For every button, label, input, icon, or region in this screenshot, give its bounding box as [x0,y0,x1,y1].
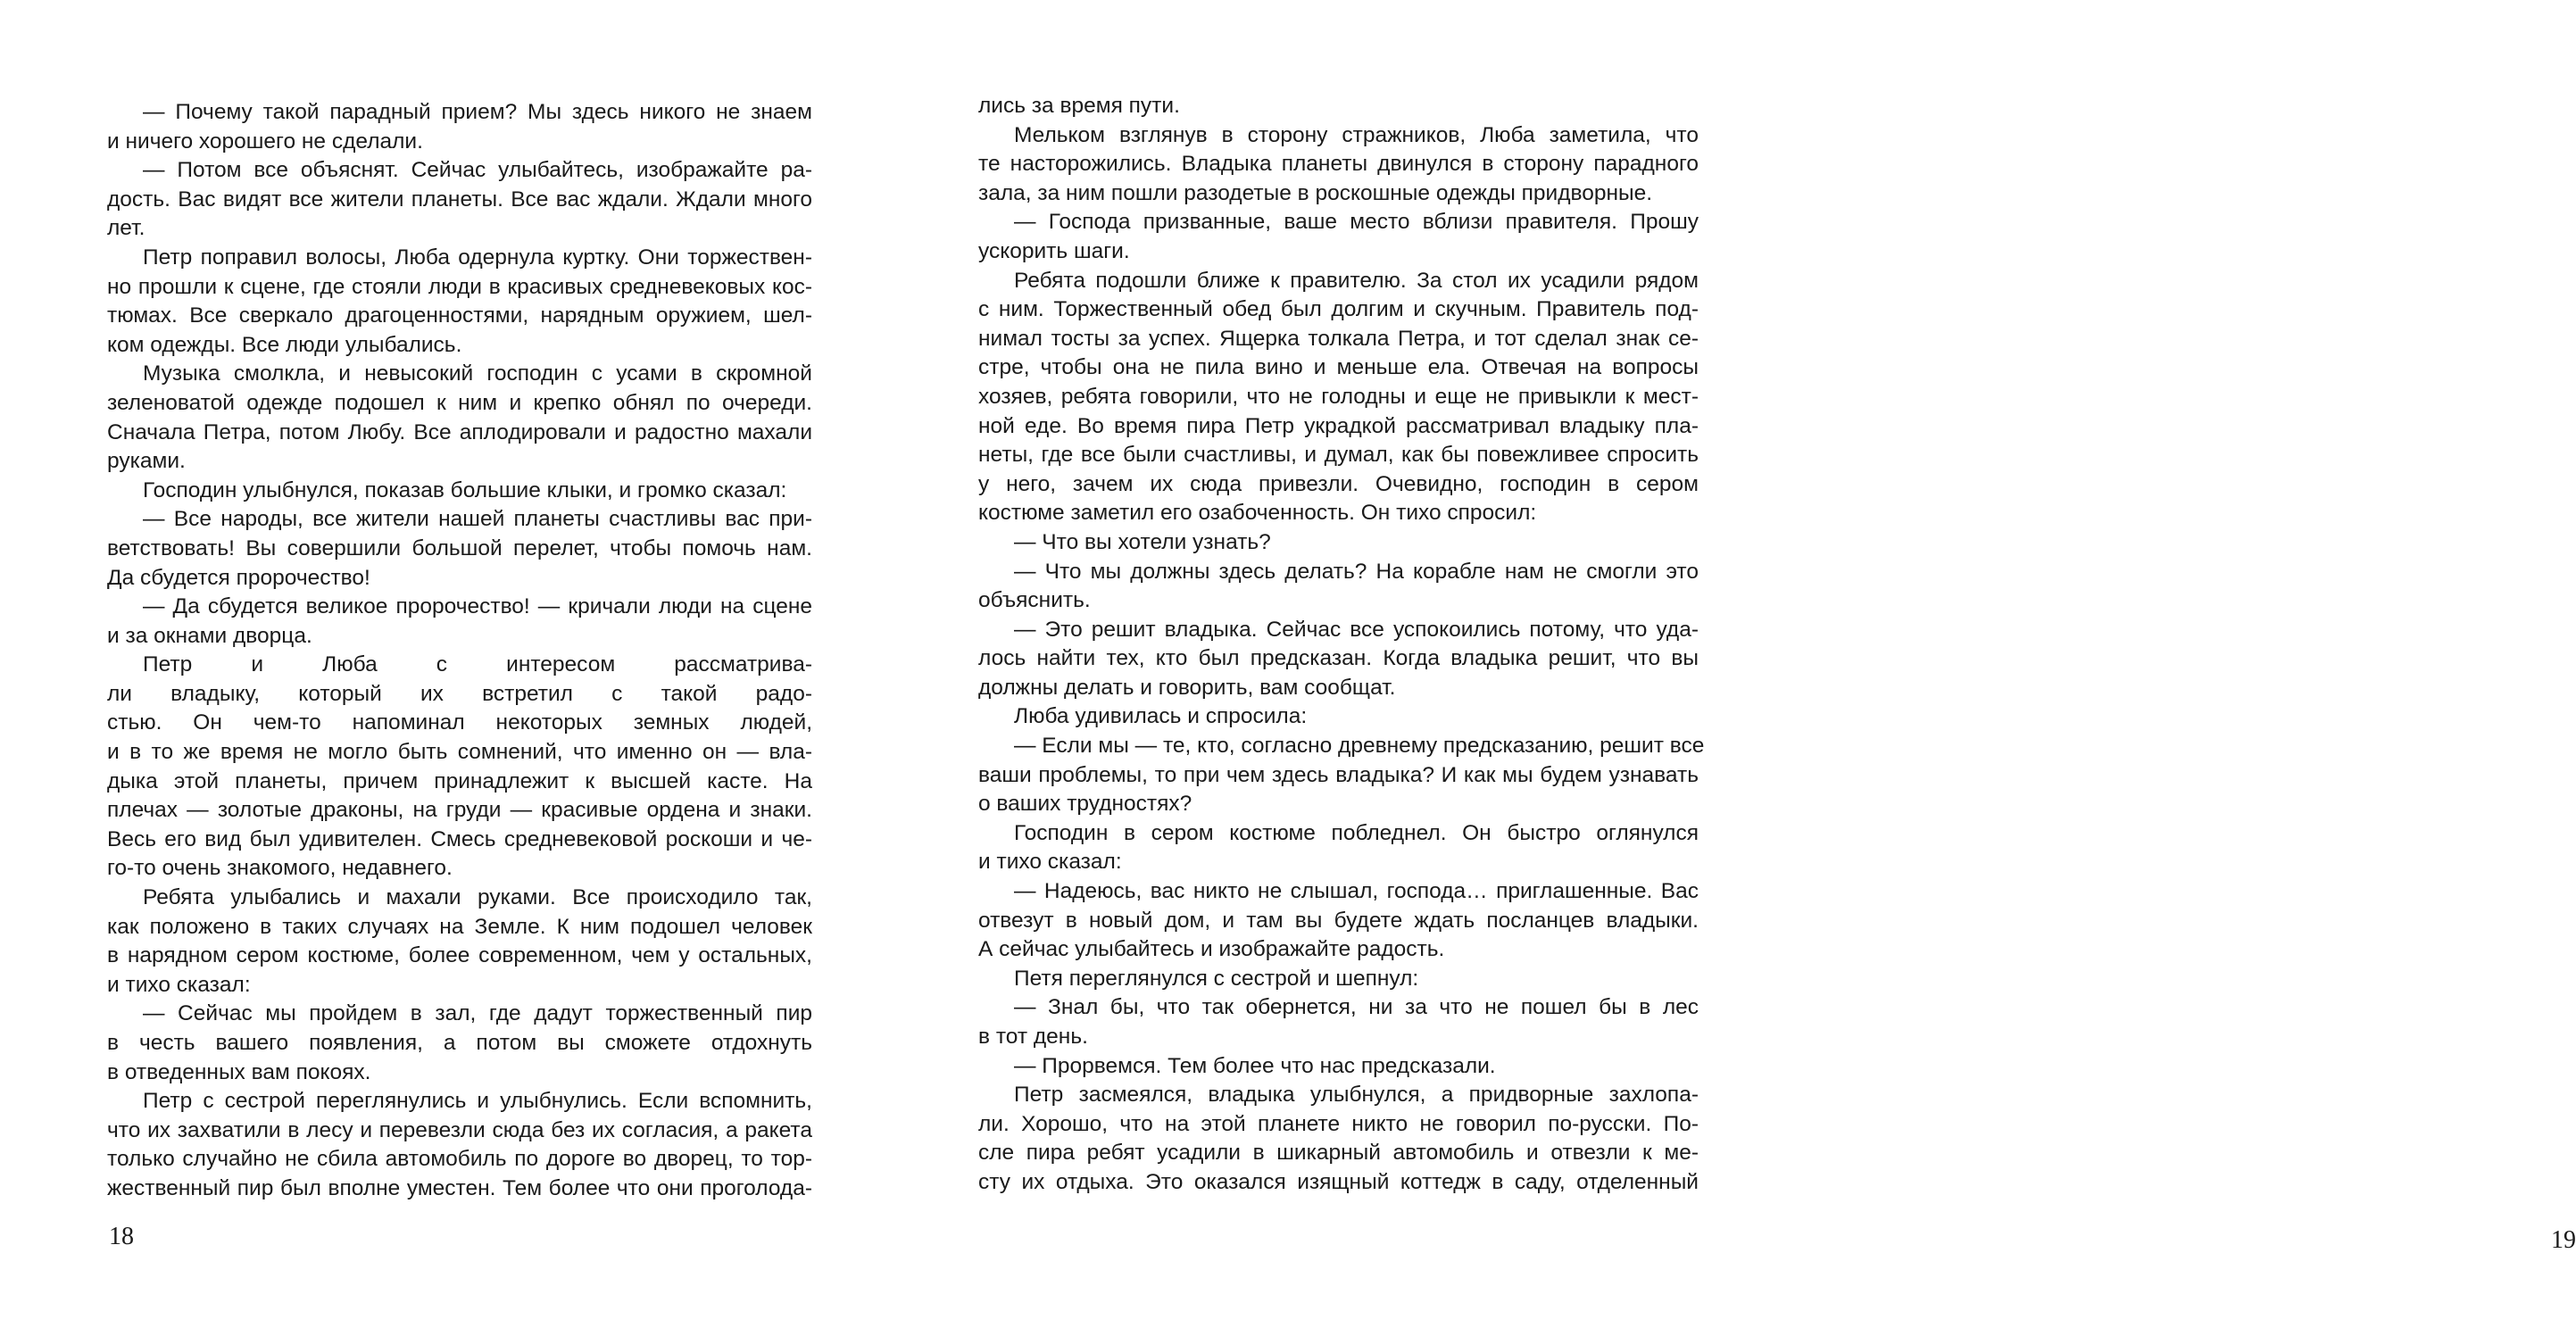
text-line: — Все народы, все жители нашей планеты счастливы вас при- [143,507,812,532]
text-line: только случайно не сбила автомобиль по дороге во дворец, то тор- [107,1147,812,1172]
text-line: ваши проблемы, то при чем здесь владыка? И как мы будем узнавать [978,762,1699,787]
text-line: Господин в сером костюме побледнел. Он быстро оглянулся [1014,820,1699,845]
text-line: костюме заметил его озабоченность. Он тихо спросил: [978,501,1537,526]
text-line: и в то же время не могло быть сомнений, что именно он — вла- [107,740,812,765]
text-line: и ничего хорошего не сделали. [107,129,423,154]
text-line: — Господа призванные, ваше место вблизи правителя. Прошу [1014,210,1699,235]
text-line: Ребята подошли ближе к правителю. За стол их усадили рядом [1014,268,1699,293]
left-page-number: 18 [109,1223,134,1250]
text-line: Весь его вид был удивителен. Смесь средневековой роскоши и че- [107,826,812,851]
text-line: ускорить шаги. [978,238,1130,263]
text-line: — Потом все объяснят. Сейчас улыбайтесь, изображайте ра- [143,158,812,183]
text-line: Господин улыбнулся, показав большие клыки, и громко сказал: [143,477,787,502]
text-line: лось найти тех, кто был предсказан. Когда владыка решит, что вы [978,646,1699,671]
right-page [893,0,2576,1328]
left-page-text [107,98,812,1204]
text-line: в тот день. [978,1025,1088,1049]
right-page-number: 19 [2551,1226,2576,1254]
text-line: Да сбудется пророчество! [107,565,370,590]
text-line: зала, за ним пошли разодетые в роскошные одежды придворные. [978,180,1653,205]
text-line: о ваших трудностях? [978,792,1192,817]
text-line: объяснить. [978,588,1091,613]
text-line: — Надеюсь, вас никто не слышал, господа… приглашенные. Вас [1014,879,1699,904]
text-line: дыка этой планеты, причем принадлежит к высшей касте. На [107,768,812,793]
text-line: с ним. Торжественный обед был долгим и скучным. Правитель под- [978,297,1699,322]
text-line: что их захватили в лесу и перевезли сюда без их согласия, а ракета [107,1117,812,1142]
text-line: отвезут в новый дом, и там вы будете ждать посланцев владыки. [978,908,1699,933]
text-line: Петр поправил волосы, Люба одернула куртку. Они торжествен- [143,245,812,270]
text-line: Мельком взглянув в сторону стражников, Люба заметила, что [1014,122,1699,147]
text-line: неты, где все были счастливы, и думал, как бы повежливее спросить [978,443,1699,468]
text-line: Петр засмеялся, владыка улыбнулся, а придворные захлопа- [1014,1083,1699,1108]
text-line: в честь вашего появления, а потом вы сможете отдохнуть [107,1031,812,1055]
text-line: жественный пир был вполне уместен. Тем более что они проголода- [107,1175,812,1200]
text-line: как положено в таких случаях на Земле. К ним подошел человек [107,914,812,939]
text-line: Сначала Петра, потом Любу. Все аплодировали и радостно махали [107,419,812,444]
text-line: сту их отдыха. Это оказался изящный коттедж в саду, отделенный [978,1169,1699,1194]
text-line: Петр и Люба с интересом рассматрива- [143,652,812,677]
text-line: ли. Хорошо, что на этой планете никто не говорил по-русски. По- [978,1111,1699,1136]
text-line: руками. [107,449,186,474]
text-line: — Что мы должны здесь делать? На корабле нам не смогли это [1014,559,1699,584]
text-line: Петр с сестрой переглянулись и улыбнулись. Если вспомнить, [143,1089,812,1114]
text-line: те насторожились. Владыка планеты двинулся в сторону парадного [978,152,1699,177]
text-line: лет. [107,216,145,241]
text-line: — Что вы хотели узнать? [1014,529,1271,554]
text-line: — Знал бы, что так обернется, ни за что не пошел бы в лес [1014,995,1699,1020]
text-line: стью. Он чем-то напоминал некоторых земных людей, [107,710,812,735]
text-line: — Да сбудется великое пророчество! — кричали люди на сцене [143,594,812,619]
right-page-text [978,92,1705,1198]
text-line: тюмах. Все сверкало драгоценностями, нарядным оружием, шел- [107,303,812,328]
text-line: и тихо сказал: [107,972,251,997]
text-line: — Сейчас мы пройдем в зал, где дадут торжественный пир [143,1001,812,1026]
text-line: нимал тосты за успех. Ящерка толкала Петра, и тот сделал знак се- [978,326,1699,351]
text-line: но прошли к сцене, где стояли люди в красивых средневековых кос- [107,274,812,299]
text-line: зеленоватой одежде подошел к ним и крепко обнял по очереди. [107,390,812,415]
text-line: Люба удивилась и спросила: [1014,704,1308,729]
text-line: лись за время пути. [978,94,1180,118]
text-line: в отведенных вам покоях. [107,1059,371,1084]
text-line: стре, чтобы она не пила вино и меньше ела. Отвечая на вопросы [978,355,1699,380]
text-line: хозяев, ребята говорили, что не голодны и еще не привыкли к мест- [978,384,1699,409]
text-line: плечах — золотые драконы, на груди — красивые ордена и знаки. [107,798,812,823]
text-line: в нарядном сером костюме, более современном, чем у остальных, [107,943,812,968]
text-line: Петя переглянулся с сестрой и шепнул: [1014,966,1419,991]
left-page [0,0,893,1328]
text-line: и тихо сказал: [978,850,1122,875]
text-line: у него, зачем их сюда привезли. Очевидно, господин в сером [978,471,1699,496]
text-line: ком одежды. Все люди улыбались. [107,332,462,357]
text-line: — Прорвемся. Тем более что нас предсказали. [1014,1053,1496,1078]
text-line: сле пира ребят усадили в шикарный автомобиль и отвезли к ме- [978,1141,1699,1166]
text-line: — Если мы — те, кто, согласно древнему предсказанию, решит все [1014,734,1705,759]
text-line: — Почему такой парадный прием? Мы здесь никого не знаем [143,100,812,124]
text-line: должны делать и говорить, вам сообщат. [978,675,1396,700]
text-line: — Это решит владыка. Сейчас все успокоились потому, что уда- [1014,617,1699,642]
text-line: и за окнами дворца. [107,623,312,648]
text-line: ли владыку, который их встретил с такой радо- [107,681,812,706]
text-line: ной еде. Во время пира Петр украдкой рассматривал владыку пла- [978,413,1699,438]
text-line: Ребята улыбались и махали руками. Все происходило так, [143,885,812,910]
text-line: дость. Вас видят все жители планеты. Все вас ждали. Ждали много [107,187,812,212]
text-line: А сейчас улыбайтесь и изображайте радость. [978,937,1445,962]
text-line: го-то очень знакомого, недавнего. [107,856,453,881]
text-line: ветствовать! Вы совершили большой перелет, чтобы помочь нам. [107,535,812,560]
text-line: Музыка смолкла, и невысокий господин с усами в скромной [143,361,812,386]
